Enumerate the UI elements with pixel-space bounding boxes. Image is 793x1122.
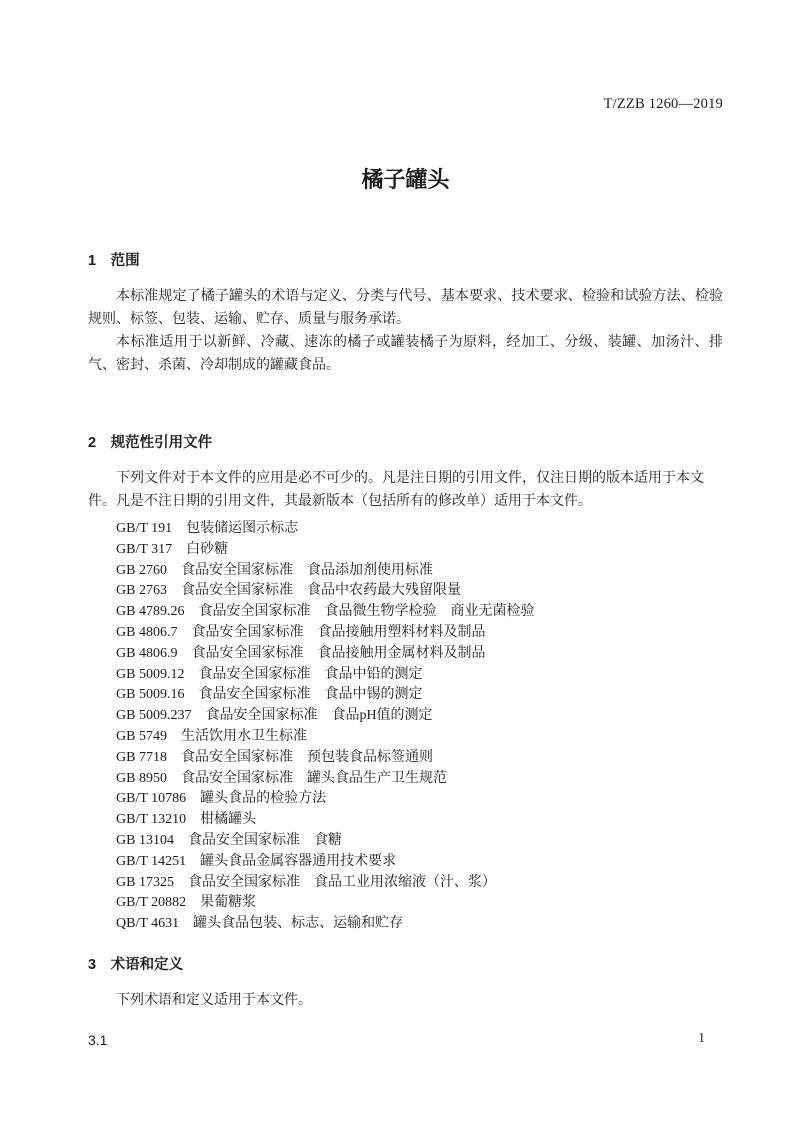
reference-item: GB 4806.9 食品安全国家标准 食品接触用金属材料及制品 (116, 645, 486, 661)
scope-paragraph-2: 本标准适用于以新鲜、冷藏、速冻的橘子或罐装橘子为原料，经加工、分级、装罐、加汤汁、排气、密封、杀菌、冷却制成的罐藏食品。 (88, 335, 723, 373)
page-number: 1 (698, 1030, 705, 1045)
subsection-heading-3-1: 3.1 (88, 1031, 108, 1048)
reference-list (116, 519, 723, 935)
reference-item: GB/T 14251 罐头食品金属容器通用技术要求 (116, 853, 397, 869)
reference-item: GB 4806.7 食品安全国家标准 食品接触用塑料材料及制品 (116, 624, 486, 640)
reference-item: GB 5009.16 食品安全国家标准 食品中锡的测定 (116, 687, 423, 703)
reference-item: GB 7718 食品安全国家标准 预包装食品标签通则 (116, 749, 433, 765)
section-heading-normative-references: 2 规范性引用文件 (88, 435, 213, 451)
document-number: T/ZZB 1260—2019 (603, 96, 723, 112)
section-heading-scope: 1 范围 (88, 253, 140, 269)
reference-item: GB 2760 食品安全国家标准 食品添加剂使用标准 (116, 562, 433, 578)
normative-references-intro: 下列文件对于本文件的应用是必不可少的。凡是注日期的引用文件，仅注日期的版本适用于本文件。凡是不注日期的引用文件，其最新版本（包括所有的修改单）适用于本文件。 (88, 471, 704, 509)
reference-item: GB 2763 食品安全国家标准 食品中农药最大残留限量 (116, 583, 461, 599)
reference-item: GB 5009.12 食品安全国家标准 食品中铅的测定 (116, 666, 423, 682)
reference-item: GB/T 20882 果葡糖浆 (116, 895, 257, 911)
reference-item: GB/T 191 包装储运图示标志 (116, 521, 299, 536)
section-heading-terms-definitions: 3 术语和定义 (88, 956, 184, 973)
reference-item: GB 4789.26 食品安全国家标准 食品微生物学检验 商业无菌检验 (116, 604, 535, 620)
reference-item: GB 5009.237 食品安全国家标准 食品pH值的测定 (116, 708, 433, 724)
reference-item: QB/T 4631 罐头食品包装、标志、运输和贮存 (116, 916, 404, 932)
reference-item: GB 8950 食品安全国家标准 罐头食品生产卫生规范 (116, 770, 447, 786)
scope-paragraph-1: 本标准规定了橘子罐头的术语与定义、分类与代号、基本要求、技术要求、检验和试验方法、检验规则、标签、包装、运输、贮存、质量与服务承诺。 (88, 289, 723, 327)
reference-item: GB 5749 生活饮用水卫生标准 (116, 728, 307, 744)
document-title: 橘子罐头 (361, 167, 450, 192)
reference-item: GB 13104 食品安全国家标准 食糖 (116, 832, 342, 848)
reference-item: GB/T 317 白砂糖 (116, 541, 229, 557)
reference-item: GB 17325 食品安全国家标准 食品工业用浓缩液（汁、浆） (116, 874, 496, 890)
terms-definitions-intro: 下列术语和定义适用于本文件。 (116, 992, 312, 1008)
reference-item: GB/T 13210 柑橘罐头 (116, 812, 257, 828)
reference-item: GB/T 10786 罐头食品的检验方法 (116, 791, 327, 807)
